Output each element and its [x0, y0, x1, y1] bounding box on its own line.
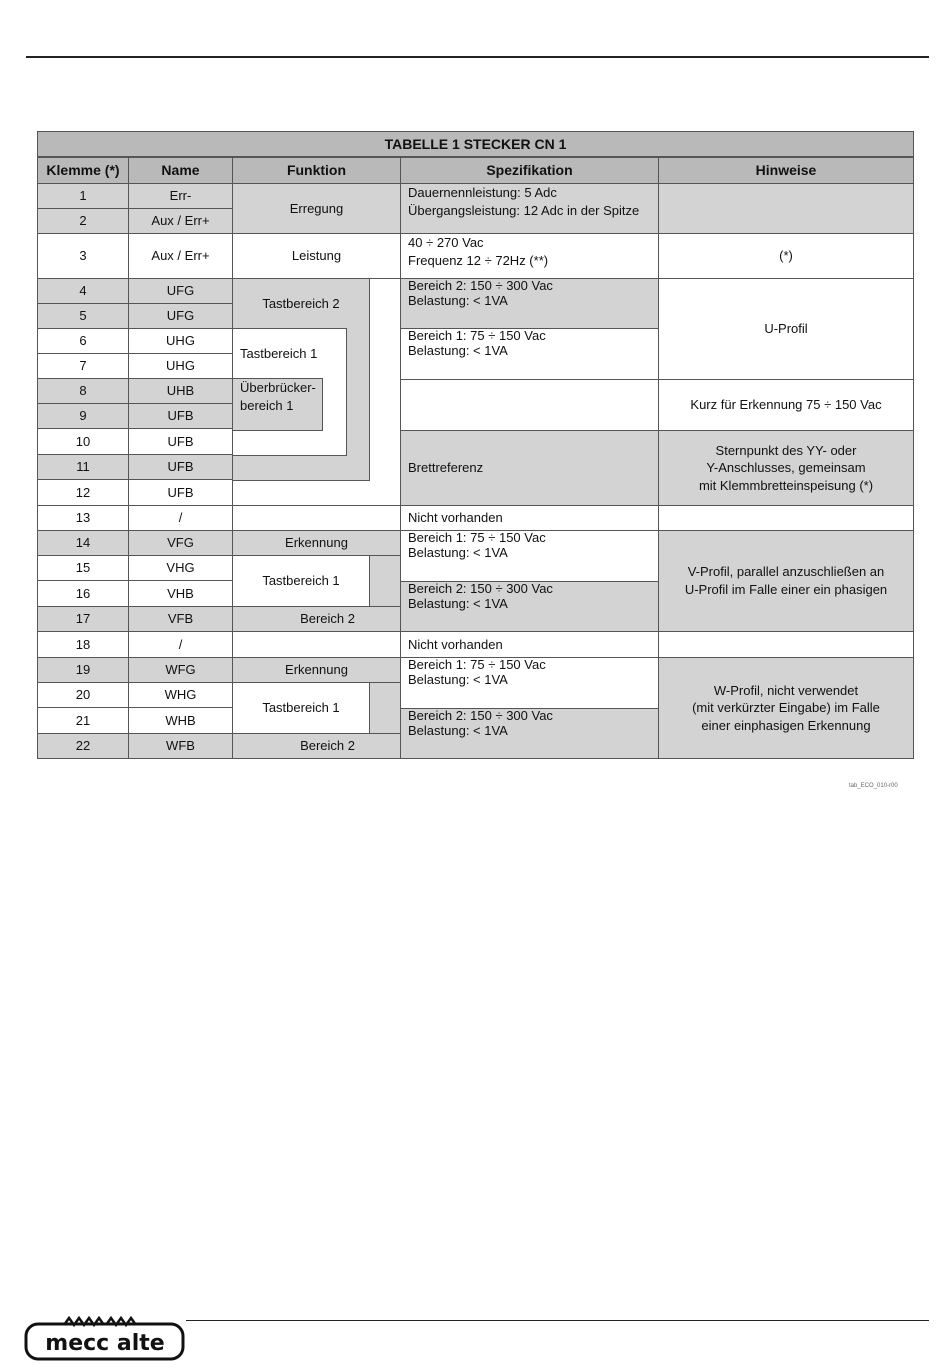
hinweis-w-profil [658, 657, 914, 759]
connector-table [37, 131, 914, 759]
name-cell: VFB [128, 606, 233, 632]
funktion-tastbereich1-w: Tastbereich 1 [232, 682, 370, 734]
name-cell: UFB [128, 403, 233, 429]
hinweis-kurz: Kurz für Erkennung 75 ÷ 150 Vac [658, 379, 914, 431]
hinweis-line: V-Profil, parallel anzuschließen an [687, 564, 885, 580]
name-cell: UHG [128, 353, 233, 379]
spez-v-bereich2 [400, 581, 659, 632]
hinweis-empty-erregung [658, 183, 914, 234]
funktion-tastbereich1-u: Tastbereich 1 [232, 328, 347, 456]
mecc-alte-logo [24, 1316, 186, 1362]
ueberbruecker-line2: bereich 1 [240, 397, 294, 413]
spez-v-bereich1 [400, 530, 659, 582]
hinweis-line: mit Klemmbretteinspeisung (*) [698, 477, 874, 493]
klemme-cell: 18 [37, 631, 129, 658]
name-cell: UFB [128, 428, 233, 455]
hinweis-u-profil: U-Profil [658, 278, 914, 380]
klemme-cell: 2 [37, 208, 129, 234]
spez-line: Belastung: < 1VA [408, 292, 508, 308]
name-cell: / [128, 631, 233, 658]
name-cell: VFG [128, 530, 233, 556]
spez-line: Bereich 1: 75 ÷ 150 Vac [408, 328, 546, 343]
spez-line: Belastung: < 1VA [408, 595, 508, 611]
name-cell: WFG [128, 657, 233, 683]
spez-empty [400, 379, 659, 431]
funktion-tastbereich1-v: Tastbereich 1 [232, 555, 370, 607]
klemme-cell: 22 [37, 733, 129, 759]
name-cell: UHG [128, 328, 233, 354]
funktion-ueberbruecker [232, 378, 323, 431]
name-cell: VHG [128, 555, 233, 581]
hinweis-line: W-Profil, nicht verwendet [713, 682, 859, 698]
spez-line: Belastung: < 1VA [408, 342, 508, 358]
spez-line: Bereich 2: 150 ÷ 300 Vac [408, 581, 553, 596]
ueberbruecker-line1: Überbrücker- [240, 380, 316, 395]
hinweis-v-profil [658, 530, 914, 632]
name-cell: UFB [128, 479, 233, 506]
spez-line: Übergangsleistung: 12 Adc in der Spitze [408, 202, 640, 218]
spez-line: Belastung: < 1VA [408, 544, 508, 560]
spez-erregung [400, 183, 659, 234]
hinweis-line: einer einphasigen Erkennung [701, 717, 871, 733]
klemme-cell: 4 [37, 278, 129, 304]
funktion-erkennung-w: Erkennung [232, 657, 401, 683]
hinweis-line: Sternpunkt des YY- oder [715, 442, 857, 458]
funktion-leistung: Leistung [232, 233, 401, 279]
klemme-cell: 19 [37, 657, 129, 683]
name-cell: UHB [128, 378, 233, 404]
name-cell: VHB [128, 580, 233, 607]
table-title: TABELLE 1 STECKER CN 1 [37, 131, 914, 157]
klemme-cell: 15 [37, 555, 129, 581]
name-cell: Err- [128, 183, 233, 209]
funktion-erkennung-v: Erkennung [232, 530, 401, 556]
name-cell: UFG [128, 278, 233, 304]
klemme-cell: 20 [37, 682, 129, 708]
spez-line: 40 ÷ 270 Vac [408, 235, 484, 250]
spez-w-bereich1 [400, 657, 659, 709]
funktion-tastbereich2-u: Tastbereich 2 [232, 278, 370, 481]
bottom-rule [186, 1320, 929, 1321]
name-cell: WFB [128, 733, 233, 759]
table-code-reference: tab_ECO_010-r00 [849, 783, 898, 789]
header-funktion: Funktion [232, 157, 401, 184]
funktion-bereich2-v: Bereich 2 [232, 606, 401, 632]
klemme-cell: 14 [37, 530, 129, 556]
spez-nicht-vorhanden-13: Nicht vorhanden [400, 505, 659, 531]
top-rule [26, 56, 929, 58]
klemme-cell: 1 [37, 183, 129, 209]
name-cell: / [128, 505, 233, 531]
spez-line: Bereich 2: 150 ÷ 300 Vac [408, 708, 553, 723]
klemme-cell: 16 [37, 580, 129, 607]
funktion-bereich2-w: Bereich 2 [232, 733, 401, 759]
klemme-cell: 11 [37, 454, 129, 480]
spez-line: Bereich 1: 75 ÷ 150 Vac [408, 530, 546, 545]
spez-nicht-vorhanden-18: Nicht vorhanden [400, 631, 659, 658]
spez-brettreferenz: Brettreferenz [400, 430, 659, 506]
hinweis-star: (*) [658, 233, 914, 279]
name-cell: Aux / Err+ [128, 208, 233, 234]
spez-leistung [400, 233, 659, 279]
hinweis-line: Y-Anschlusses, gemeinsam [706, 460, 866, 476]
hinweis-empty-18 [658, 631, 914, 658]
klemme-cell: 13 [37, 505, 129, 531]
funktion-empty-18 [232, 631, 401, 658]
klemme-cell: 10 [37, 428, 129, 455]
header-name: Name [128, 157, 233, 184]
klemme-cell: 7 [37, 353, 129, 379]
hinweis-empty-13 [658, 505, 914, 531]
hinweis-line: (mit verkürzter Eingabe) im Falle [692, 700, 880, 716]
spez-w-bereich2 [400, 708, 659, 759]
klemme-cell: 8 [37, 378, 129, 404]
klemme-cell: 9 [37, 403, 129, 429]
svg-text:mecc alte: mecc alte [45, 1331, 165, 1356]
name-cell: WHG [128, 682, 233, 708]
spez-line: Belastung: < 1VA [408, 671, 508, 687]
spez-u-bereich2 [400, 278, 659, 329]
spez-line: Belastung: < 1VA [408, 722, 508, 738]
spez-line: Bereich 1: 75 ÷ 150 Vac [408, 657, 546, 672]
hinweis-line: U-Profil im Falle einer ein phasigen [684, 582, 888, 597]
klemme-cell: 5 [37, 303, 129, 329]
name-cell: UFG [128, 303, 233, 329]
spez-line: Frequenz 12 ÷ 72Hz (**) [408, 252, 549, 268]
klemme-cell: 6 [37, 328, 129, 354]
funktion-erregung: Erregung [232, 183, 401, 234]
name-cell: Aux / Err+ [128, 233, 233, 279]
hinweis-sternpunkt [658, 430, 914, 506]
name-cell: WHB [128, 707, 233, 734]
spez-line: Dauernennleistung: 5 Adc [408, 185, 557, 200]
spez-u-bereich1 [400, 328, 659, 380]
spez-line: Bereich 2: 150 ÷ 300 Vac [408, 278, 553, 293]
klemme-cell: 12 [37, 479, 129, 506]
header-spezifikation: Spezifikation [400, 157, 659, 184]
name-cell: UFB [128, 454, 233, 480]
klemme-cell: 17 [37, 606, 129, 632]
funktion-empty-13 [232, 505, 401, 531]
klemme-cell: 21 [37, 707, 129, 734]
header-klemme: Klemme (*) [37, 157, 129, 184]
klemme-cell: 3 [37, 233, 129, 279]
header-hinweise: Hinweise [658, 157, 914, 184]
